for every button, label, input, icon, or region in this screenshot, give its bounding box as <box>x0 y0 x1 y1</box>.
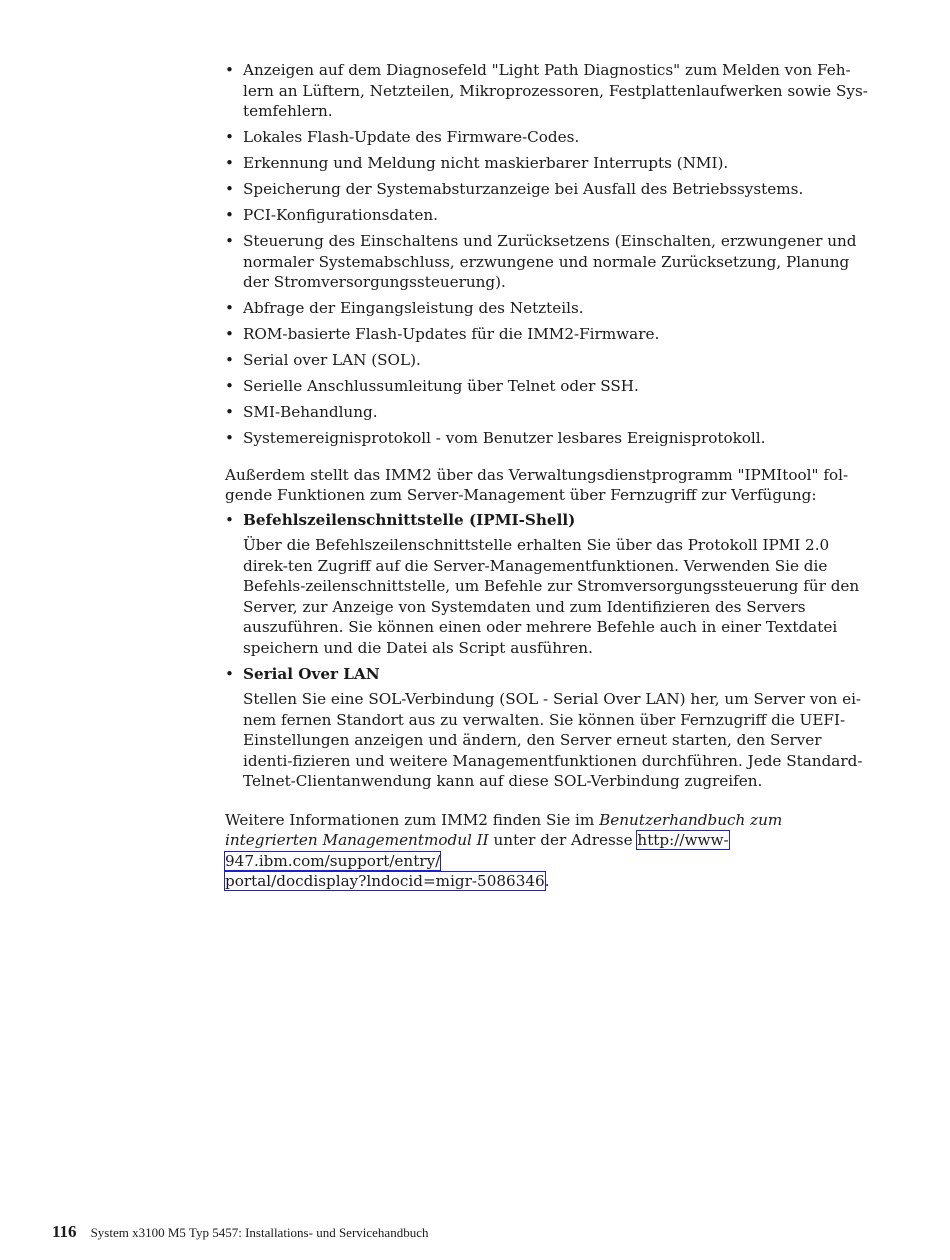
page-footer <box>52 1222 428 1242</box>
feature-title: Serial Over LAN <box>243 664 380 683</box>
list-item: • ROM-basierte Flash-Updates für die IMM2-Firmware. <box>225 325 660 343</box>
list-item: • Serielle Anschlussumleitung über Telnet oder SSH. <box>225 377 639 395</box>
bullet-icon: • <box>225 403 234 421</box>
function-list <box>225 60 870 449</box>
bullet-icon: • <box>225 180 234 198</box>
bullet-icon: • <box>225 510 234 529</box>
feature-description: Über die Befehlszeilenschnittstelle erhalten Sie über das Protokoll IPMI 2.0 direk-ten Zugriff auf die Server-Managementfunktionen. Verwenden Sie die Befehls-zeilenschnittstelle, um Befehle zur Stromversorgungssteuerung für den Server, zur Anzeige von Systemdaten und zum Identifizieren des Servers auszuführen. Sie können einen oder mehrere Befehle auch in einer Textdatei speichern und die Datei als Script ausführen. <box>243 536 860 657</box>
list-item: • Steuerung des Einschaltens und Zurücksetzens (Einschalten, erzwungener und normaler Systemabschluss, erzwungene und normale Zurücksetzung, Planung der Stromversorgungssteuerung). <box>225 232 857 291</box>
list-item: • Speicherung der Systemabsturzanzeige bei Ausfall des Betriebssystems. <box>225 180 804 198</box>
feature-title: Befehlszeilenschnittstelle (IPMI-Shell) <box>243 510 576 529</box>
book-title: Benutzerhandbuch zum integrierten Managementmodul II <box>225 810 783 849</box>
bullet-icon: • <box>225 206 234 224</box>
intro-paragraph: Außerdem stellt das IMM2 über das Verwaltungsdienstprogramm "IPMItool" fol-gende Funktionen zum Server-Management über Fernzugriff zur Verfügung: <box>225 465 849 504</box>
list-item: • Abfrage der Eingangsleistung des Netzteils. <box>225 299 584 317</box>
imm2-doc-link-part1[interactable]: http://www-947.ibm.com/support/entry/ <box>225 831 729 870</box>
imm2-doc-link-part2[interactable]: portal/docdisplay?lndocid=migr-5086346 <box>225 872 545 890</box>
feature-item <box>225 664 870 792</box>
list-item: • Erkennung und Meldung nicht maskierbarer Interrupts (NMI). <box>225 154 729 172</box>
document-title: System x3100 M5 Typ 5457: Installations- und Servicehandbuch <box>90 1225 429 1240</box>
feature-item <box>225 510 870 659</box>
bullet-icon: • <box>225 664 234 683</box>
bullet-icon: • <box>225 128 234 146</box>
page-content <box>225 60 870 892</box>
bullet-icon: • <box>225 232 234 250</box>
bullet-icon: • <box>225 299 234 317</box>
page-number: 116 <box>52 1222 77 1241</box>
bullet-icon: • <box>225 154 234 172</box>
list-item: • Serial over LAN (SOL). <box>225 351 421 369</box>
list-item: • PCI-Konfigurationsdaten. <box>225 206 438 224</box>
bullet-icon: • <box>225 351 234 369</box>
bullet-icon: • <box>225 377 234 395</box>
bullet-icon: • <box>225 325 234 343</box>
list-item: • Systemereignisprotokoll - vom Benutzer lesbares Ereignisprotokoll. <box>225 429 766 447</box>
feature-list <box>225 510 870 792</box>
bullet-icon: • <box>225 429 234 447</box>
list-item: • SMI-Behandlung. <box>225 403 378 421</box>
bullet-icon: • <box>225 61 234 79</box>
list-item: • Lokales Flash-Update des Firmware-Codes. <box>225 128 580 146</box>
closing-paragraph: Weitere Informationen zum IMM2 finden Sie im Benutzerhandbuch zum integrierten Managementmodul II unter der Adresse http://www-947.ibm.com/support/entry/ portal/docdisplay?lndocid=migr-5086346. <box>225 810 783 890</box>
feature-description: Stellen Sie eine SOL-Verbindung (SOL - Serial Over LAN) her, um Server von ei-nem fernen Standort aus zu verwalten. Sie können über Fernzugriff die UEFI-Einstellungen anzeigen und ändern, den Server erneut starten, den Server identi-fizieren und weitere Managementfunktionen durchführen. Jede Standard-Telnet-Clientanwendung kann auf diese SOL-Verbindung zugreifen. <box>243 690 863 790</box>
list-item: • Anzeigen auf dem Diagnosefeld "Light Path Diagnostics" zum Melden von Feh-lern an Lüftern, Netzteilen, Mikroprozessoren, Festplattenlaufwerken sowie Sys-temfehlern. <box>225 61 868 120</box>
